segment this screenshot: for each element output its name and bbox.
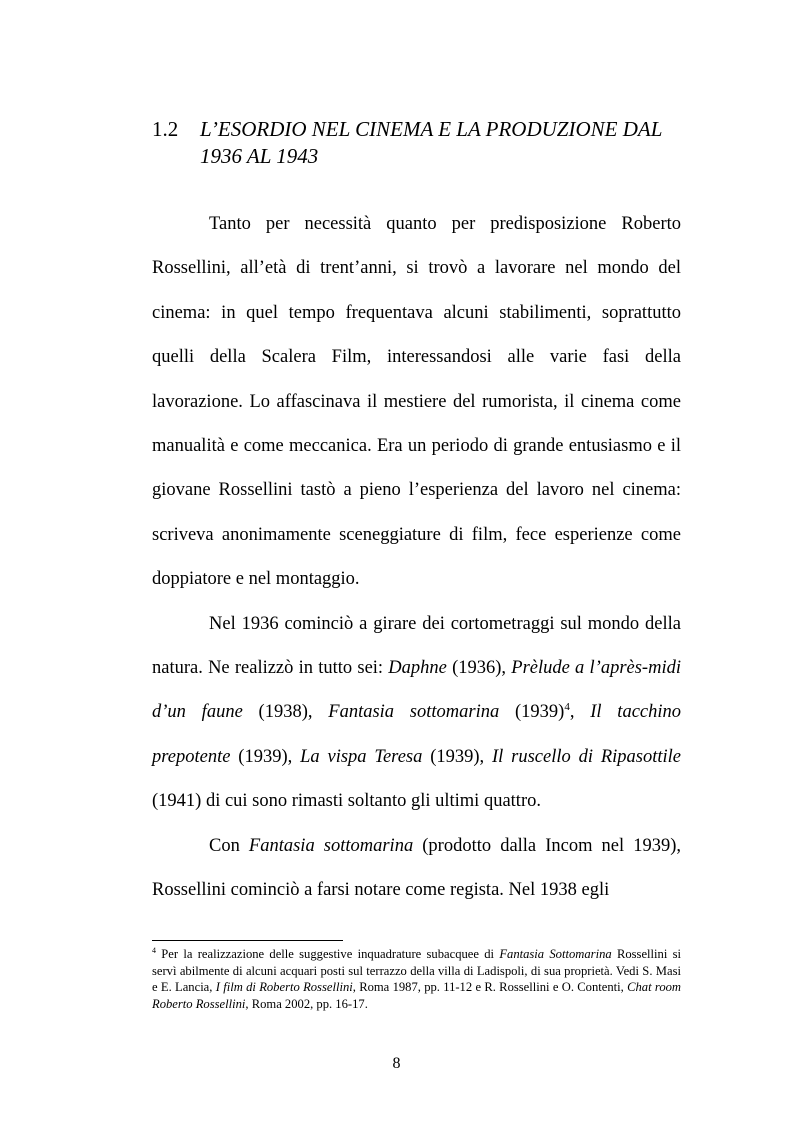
text-span: , Roma 1987, pp. 11-12 e R. Rossellini e O. Contenti, bbox=[352, 980, 628, 995]
film-title: Fantasia sottomarina bbox=[248, 835, 414, 856]
text-span: (1939), bbox=[422, 746, 493, 767]
section-title: L’ESORDIO NEL CINEMA E LA PRODUZIONE DAL 1936 AL 1943 bbox=[200, 117, 663, 168]
paragraph-3 bbox=[152, 824, 681, 913]
citation-title: I film di Roberto Rossellini bbox=[215, 980, 353, 995]
film-title: La vispa Teresa bbox=[300, 746, 423, 767]
text-span: (1939) bbox=[499, 702, 565, 723]
footnote-ref[interactable]: 4 bbox=[564, 701, 570, 714]
page-number: 8 bbox=[392, 1055, 401, 1072]
text-span: Rossellini si servì abilmente di alcuni acquari posti sul terrazzo della villa di Ladispoli, di sua proprietà. Vedi S. Masi e E. Lancia, bbox=[152, 947, 682, 995]
footnote bbox=[152, 946, 681, 1012]
text-span: Nel 1936 cominciò a girare dei cortometraggi sul mondo della natura. Ne realizzò in tutto sei: bbox=[152, 613, 681, 679]
text-span: (1938), bbox=[242, 702, 329, 723]
film-title: Il tacchino prepotente bbox=[152, 702, 682, 767]
text-span: (1941) di cui sono rimasti soltanto gli ultimi quattro. bbox=[152, 791, 541, 812]
film-title: Il ruscello di Ripasottile bbox=[492, 746, 682, 767]
text-span: , Roma 2002, pp. 16-17. bbox=[245, 996, 368, 1011]
paragraph-1: Tanto per necessità quanto per predisposizione Roberto Rossellini, all’età di trent’anni, si trovò a lavorare nel mondo del cinema: in quel tempo frequentava alcuni stabilimenti, soprattutto quelli della Scalera Film, interessandosi alle varie fasi della lavorazione. Lo affascinava il mestiere del rumorista, il cinema come manualità e come meccanica. Era un periodo di grande entusiasmo e il giovane Rossellini tastò a pieno l’esperienza del lavoro nel cinema: scriveva anonimamente sceneggiature di film, fece esperienze come doppiatore e nel montaggio. bbox=[152, 214, 681, 590]
citation-title: Chat room Roberto Rossellini bbox=[152, 980, 682, 1011]
text-span: Per la realizzazione delle suggestive inquadrature subacquee di bbox=[156, 947, 500, 961]
paragraph-2 bbox=[152, 602, 681, 824]
footnote-number: 4 bbox=[152, 945, 156, 955]
body-text bbox=[152, 202, 681, 913]
film-title: Fantasia sottomarina bbox=[328, 702, 500, 723]
film-title: Prèlude a l’après-midi d’un faune bbox=[152, 658, 681, 723]
text-span: (1939), bbox=[230, 746, 301, 767]
text-span: (1936), bbox=[446, 658, 512, 679]
section-number: 1.2 bbox=[152, 117, 179, 141]
footnote-separator bbox=[152, 940, 343, 941]
text-span: , bbox=[569, 702, 591, 723]
film-title: Daphne bbox=[388, 658, 447, 679]
text-span: Con bbox=[209, 835, 249, 856]
text-span: (prodotto dalla Incom nel 1939), Rossellini cominciò a farsi notare come regista. Nel 1938 egli bbox=[152, 835, 682, 901]
citation-title: Fantasia Sottomarina bbox=[499, 947, 612, 961]
